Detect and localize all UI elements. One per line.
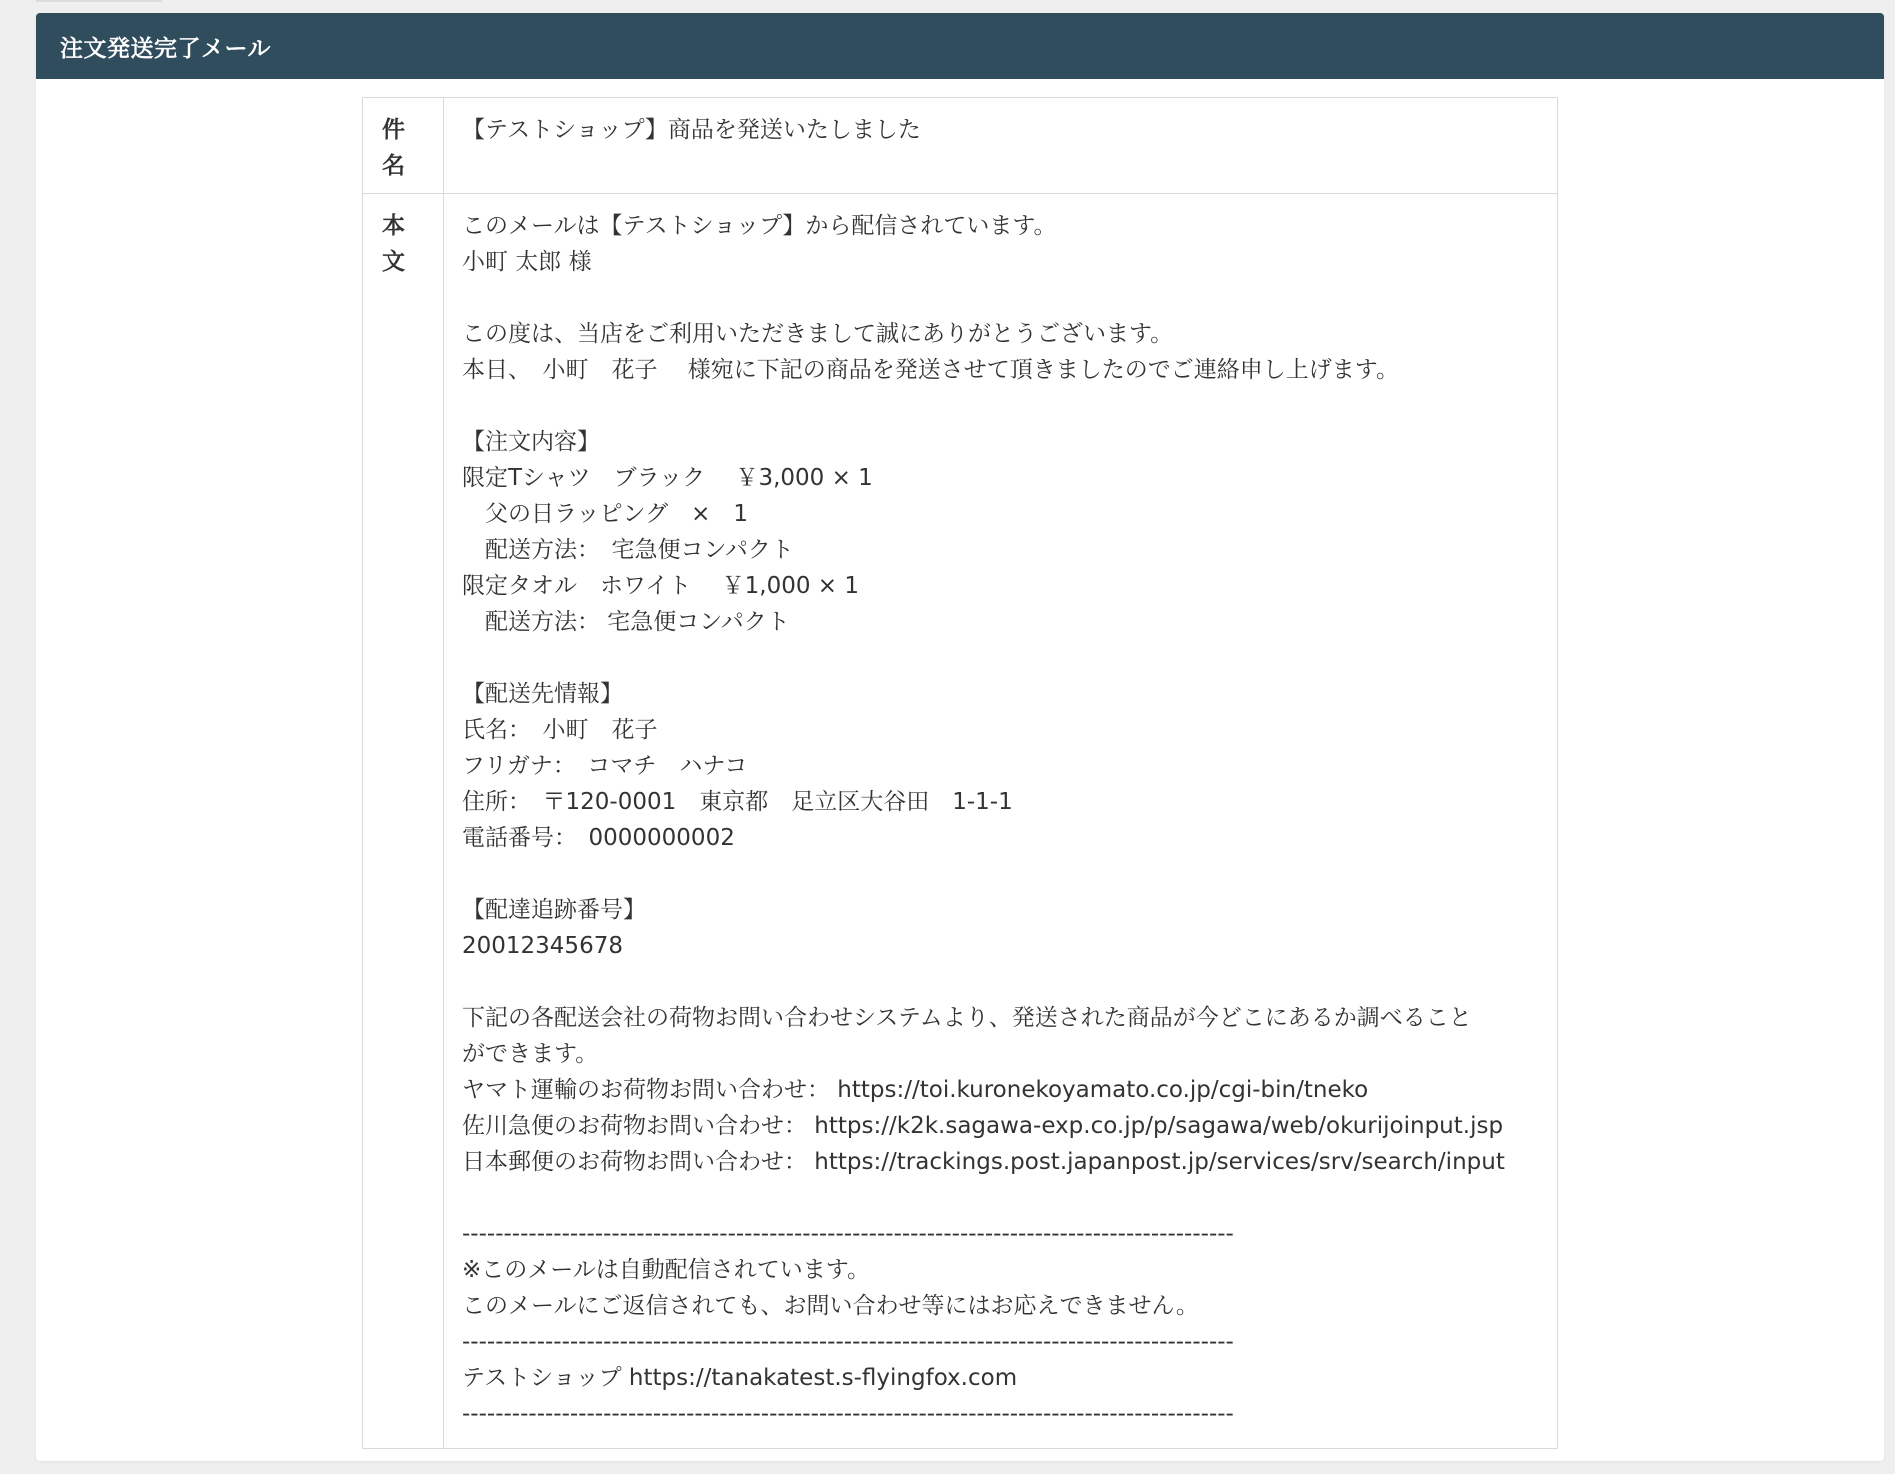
mail-template-panel — [36, 13, 1884, 1461]
body-line — [462, 856, 1557, 892]
body-line: 【配達追跡番号】 — [462, 897, 646, 923]
body-line: ※このメールは自動配信されています。 — [462, 1257, 870, 1283]
body-line: テストショップ https://tanakatest.s-flyingfox.com — [462, 1365, 1018, 1391]
body-line: 限定Tシャツ ブラック ￥3,000 × 1 — [462, 465, 873, 491]
body-value-cell — [444, 194, 1558, 1449]
body-label-char: 文 — [382, 249, 405, 275]
body-line — [462, 1180, 1557, 1216]
panel-title: 注文発送完了メール — [60, 35, 272, 62]
body-line — [462, 388, 1557, 424]
body-line: この度は、当店をご利用いただきまして誠にありがとうございます。 — [462, 321, 1174, 347]
body-row — [363, 194, 1558, 1449]
body-line: 氏名： 小町 花子 — [462, 717, 658, 743]
body-label-char: 本 — [382, 213, 405, 239]
body-line: 日本郵便のお荷物お問い合わせ： https://trackings.post.japanpost.jp/services/srv/search/input — [462, 1149, 1505, 1175]
mail-preview-table — [362, 97, 1558, 1449]
body-line — [462, 640, 1557, 676]
body-line: このメールにご返信されても、お問い合わせ等にはお応えできません。 — [462, 1293, 1199, 1319]
body-line: 父の日ラッピング × 1 — [462, 501, 748, 527]
body-line: 小町 太郎 様 — [462, 249, 592, 275]
subject-label-char: 名 — [382, 153, 405, 179]
body-line: 20012345678 — [462, 933, 623, 959]
body-line: 電話番号： 0000000002 — [462, 825, 735, 851]
body-line: --------------------------------------------------------------------------------------------- — [462, 1401, 1234, 1427]
body-line: 配送方法： 宅急便コンパクト — [462, 609, 790, 635]
body-line: ヤマト運輸のお荷物お問い合わせ： https://toi.kuronekoyamato.co.jp/cgi-bin/tneko — [462, 1077, 1369, 1103]
body-line: 限定タオル ホワイト ￥1,000 × 1 — [462, 573, 859, 599]
body-line: 住所： 〒120-0001 東京都 足立区大谷田 1-1-1 — [462, 789, 1013, 815]
body-label — [363, 194, 444, 1449]
body-line: フリガナ： コマチ ハナコ — [462, 753, 748, 779]
body-line: --------------------------------------------------------------------------------------------- — [462, 1329, 1234, 1355]
subject-text: 【テストショップ】商品を発送いたしました — [462, 117, 921, 143]
top-tab-edge — [36, 0, 162, 2]
body-line: 【配送先情報】 — [462, 681, 623, 707]
body-line: 本日、 小町 花子 様宛に下記の商品を発送させて頂きましたのでご連絡申し上げます。 — [462, 357, 1399, 383]
subject-label-char: 件 — [382, 117, 405, 143]
body-line: このメールは【テストショップ】から配信されています。 — [462, 213, 1057, 239]
subject-value-cell — [444, 98, 1558, 194]
body-line: ができます。 — [462, 1041, 599, 1067]
body-line — [462, 280, 1557, 316]
body-line: 配送方法： 宅急便コンパクト — [462, 537, 794, 563]
body-line — [462, 964, 1557, 1000]
body-line: 佐川急便のお荷物お問い合わせ： https://k2k.sagawa-exp.co.jp/p/sagawa/web/okurijoinput.jsp — [462, 1113, 1504, 1139]
body-line: 下記の各配送会社の荷物お問い合わせシステムより、発送された商品が今どこにあるか調べること — [462, 1005, 1472, 1031]
subject-label — [363, 98, 444, 194]
subject-row — [363, 98, 1558, 194]
panel-header — [36, 13, 1884, 79]
body-line: 【注文内容】 — [462, 429, 600, 455]
body-line: --------------------------------------------------------------------------------------------- — [462, 1221, 1234, 1247]
